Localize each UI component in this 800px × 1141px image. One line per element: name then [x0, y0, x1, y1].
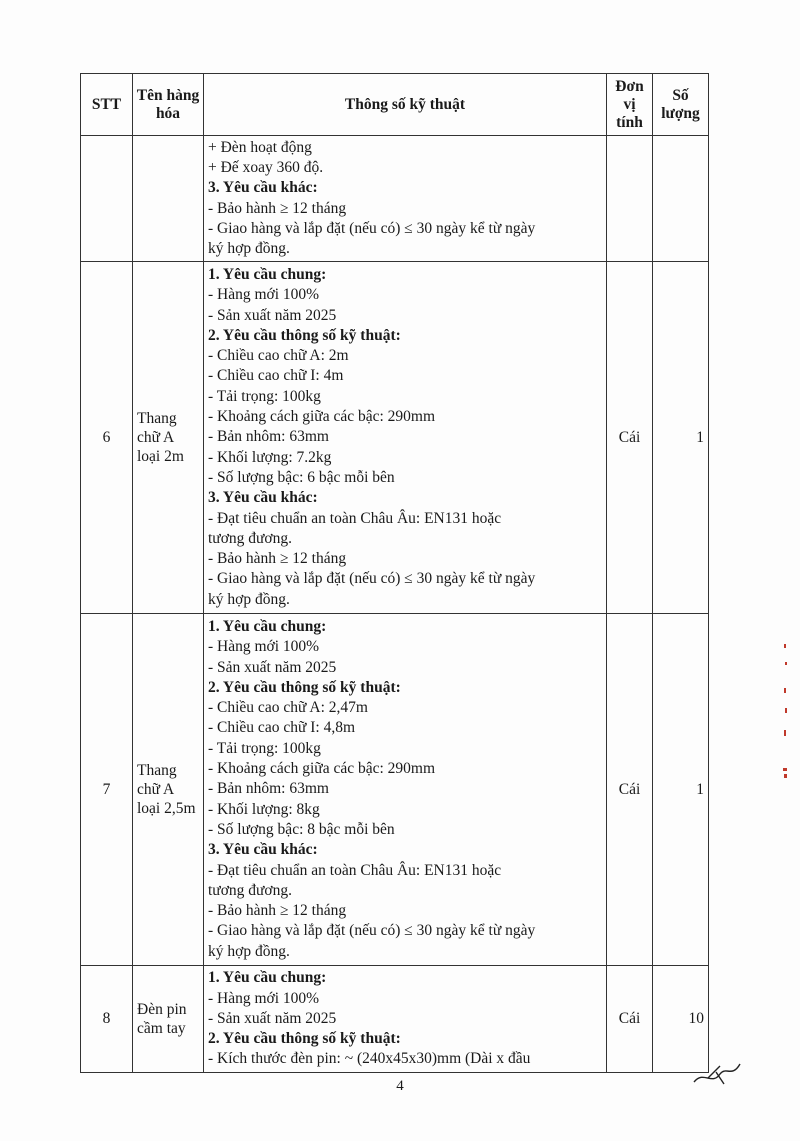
table-row: [81, 136, 709, 262]
spec-line: - Hàng mới 100%: [208, 989, 320, 1007]
spec-line: - Bảo hành ≥ 12 tháng: [208, 902, 347, 920]
row-item-name: Đèn pin cầm tay: [133, 966, 204, 1073]
spec-line: tương đương.: [208, 529, 293, 547]
row-item-name: Thang chữ A loại 2,5m: [133, 614, 204, 966]
row-specification: [204, 966, 607, 1073]
spec-line: - Đạt tiêu chuẩn an toàn Châu Âu: EN131 hoặc: [208, 861, 502, 879]
row-quantity: 1: [653, 614, 709, 966]
spec-line: - Khoảng cách giữa các bậc: 290mm: [208, 408, 436, 426]
spec-line: - Bảo hành ≥ 12 tháng: [208, 199, 347, 217]
spec-section-heading: 1. Yêu cầu chung:: [208, 617, 327, 635]
table-header-row: [81, 74, 709, 136]
spec-line: ký hợp đồng.: [208, 590, 290, 608]
row-specification: [204, 136, 607, 262]
spec-line: - Chiều cao chữ A: 2,47m: [208, 699, 368, 717]
row-quantity: [653, 136, 709, 262]
spec-line: - Sản xuất năm 2025: [208, 1009, 337, 1027]
spec-section-heading: 2. Yêu cầu thông số kỹ thuật:: [208, 1030, 401, 1048]
spec-line: - Sản xuất năm 2025: [208, 658, 337, 676]
row-unit: Cái: [607, 262, 653, 614]
row-stt: 8: [81, 966, 133, 1073]
row-quantity: 1: [653, 262, 709, 614]
spec-line: - Số lượng bậc: 6 bậc mỗi bên: [208, 468, 395, 486]
spec-line: - Giao hàng và lắp đặt (nếu có) ≤ 30 ngày kể từ ngày: [208, 570, 536, 588]
spec-line: - Chiều cao chữ I: 4,8m: [208, 719, 356, 737]
spec-line: - Sản xuất năm 2025: [208, 306, 337, 324]
spec-line: - Hàng mới 100%: [208, 286, 320, 304]
row-quantity: 10: [653, 966, 709, 1073]
row-specification: [204, 614, 607, 966]
row-unit: Cái: [607, 966, 653, 1073]
spec-line: + Đèn hoạt động: [208, 138, 312, 156]
spec-line: - Kích thước đèn pin: ~ (240x45x30)mm (Dài x đầu: [208, 1050, 531, 1068]
spec-line: - Tải trọng: 100kg: [208, 387, 321, 405]
spec-line: ký hợp đồng.: [208, 942, 290, 960]
spec-line: - Bản nhôm: 63mm: [208, 428, 329, 446]
header-spec: Thông số kỹ thuật: [204, 74, 607, 136]
page-number: 4: [396, 1078, 404, 1094]
spec-line: - Khối lượng: 8kg: [208, 800, 320, 818]
margin-stamp-marks: [778, 640, 794, 790]
spec-line: - Khối lượng: 7.2kg: [208, 448, 332, 466]
spec-section-heading: 2. Yêu cầu thông số kỹ thuật:: [208, 678, 401, 696]
row-unit: [607, 136, 653, 262]
spec-section-heading: 3. Yêu cầu khác:: [208, 841, 318, 859]
spec-line: - Đạt tiêu chuẩn an toàn Châu Âu: EN131 hoặc: [208, 509, 502, 527]
specification-table: [80, 73, 709, 1073]
spec-line: - Chiều cao chữ A: 2m: [208, 347, 349, 365]
spec-line: - Bảo hành ≥ 12 tháng: [208, 550, 347, 568]
spec-section-heading: 3. Yêu cầu khác:: [208, 489, 318, 507]
spec-line: tương đương.: [208, 881, 293, 899]
header-name: Tên hàng hóa: [133, 74, 204, 136]
signature-mark: [690, 1052, 750, 1092]
header-unit: Đơn vị tính: [607, 74, 653, 136]
spec-line: - Số lượng bậc: 8 bậc mỗi bên: [208, 820, 395, 838]
table-row: [81, 614, 709, 966]
row-specification: [204, 262, 607, 614]
spec-line: - Bản nhôm: 63mm: [208, 780, 329, 798]
spec-section-heading: 1. Yêu cầu chung:: [208, 969, 327, 987]
row-stt: [81, 136, 133, 262]
row-item-name: Thang chữ A loại 2m: [133, 262, 204, 614]
spec-line: ký hợp đồng.: [208, 240, 290, 258]
row-unit: Cái: [607, 614, 653, 966]
spec-section-heading: 1. Yêu cầu chung:: [208, 265, 327, 283]
header-qty: Số lượng: [653, 74, 709, 136]
row-stt: 6: [81, 262, 133, 614]
table-row: [81, 966, 709, 1073]
spec-line: + Đế xoay 360 độ.: [208, 158, 324, 176]
spec-line: - Tải trọng: 100kg: [208, 739, 321, 757]
row-stt: 7: [81, 614, 133, 966]
spec-section-heading: 2. Yêu cầu thông số kỹ thuật:: [208, 326, 401, 344]
spec-line: - Giao hàng và lắp đặt (nếu có) ≤ 30 ngày kể từ ngày: [208, 922, 536, 940]
table-row: [81, 262, 709, 614]
spec-line: - Khoảng cách giữa các bậc: 290mm: [208, 760, 436, 778]
spec-line: - Hàng mới 100%: [208, 638, 320, 656]
header-stt: STT: [81, 74, 133, 136]
spec-line: - Chiều cao chữ I: 4m: [208, 367, 344, 385]
spec-line: - Giao hàng và lắp đặt (nếu có) ≤ 30 ngày kể từ ngày: [208, 219, 536, 237]
spec-section-heading: 3. Yêu cầu khác:: [208, 179, 318, 197]
row-item-name: [133, 136, 204, 262]
